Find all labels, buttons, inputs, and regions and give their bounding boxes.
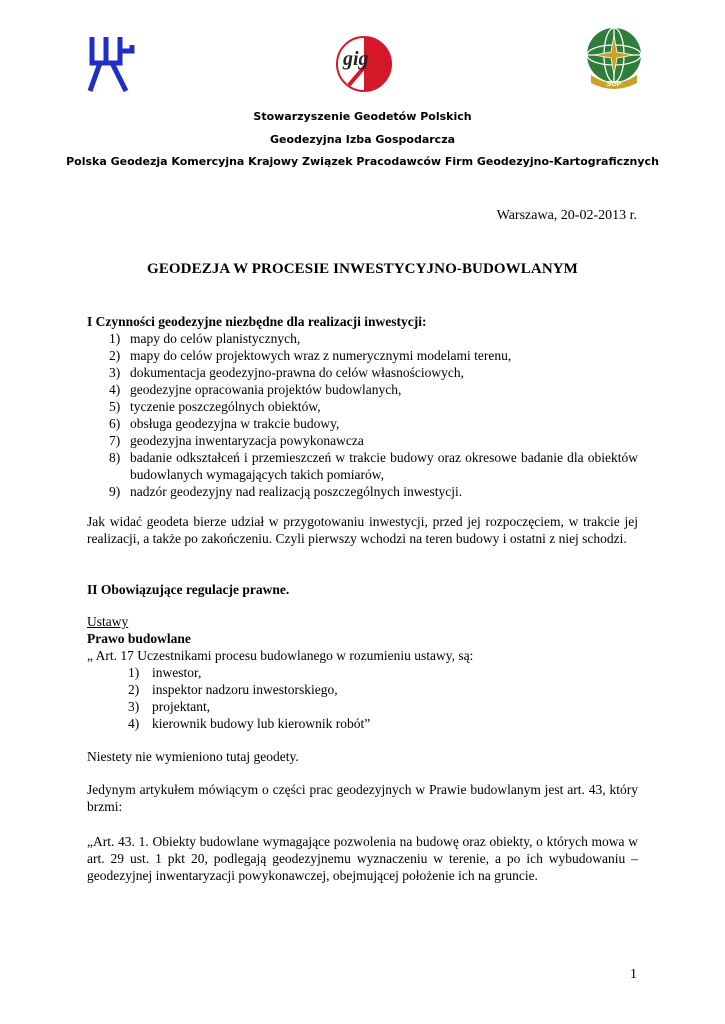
ustawy-label: Ustawy xyxy=(87,614,129,629)
org-name-pgk: Polska Geodezja Komercyjna Krajowy Związek Pracodawców Firm Geodezyjno-Kartograficznych xyxy=(66,155,659,168)
list-item: 1) inwestor, xyxy=(128,665,202,680)
document-date: Warszawa, 20-02-2013 r. xyxy=(496,208,637,223)
gig-logo-text: gig xyxy=(343,48,369,70)
prawo-budowlane-heading: Prawo budowlane xyxy=(87,631,191,646)
section1-list xyxy=(87,330,638,500)
art17-intro: „ Art. 17 Uczestnikami procesu budowlanego w rozumieniu ustawy, są: xyxy=(87,648,474,663)
list-item: 9) nadzór geodezyjny nad realizacją poszczególnych inwestycji. xyxy=(109,484,463,499)
list-item: 6) obsługa geodezyjna w trakcie budowy, xyxy=(109,416,340,431)
globe-logo-icon xyxy=(583,25,645,91)
list-item: 7) geodezyjna inwentaryzacja powykonawcza xyxy=(109,433,364,448)
list-item: 2) mapy do celów projektowych wraz z numerycznymi modelami terenu, xyxy=(109,348,512,363)
list-item: 2) inspektor nadzoru inwestorskiego, xyxy=(128,682,338,697)
org-name-sgp: Stowarzyszenie Geodetów Polskich xyxy=(253,110,472,123)
art17-list xyxy=(87,664,638,732)
org-name-gig: Geodezyjna Izba Gospodarcza xyxy=(269,133,456,146)
sgp-logo-icon xyxy=(86,33,138,95)
paragraph-art43-quote: „Art. 43. 1. Obiekty budowlane wymagające pozwolenia na budowę oraz obiekty, o których mowa w art. 29 ust. 1 pkt 20, podlegają geodezyjnemu wyznaczeniu w terenie, a po ich wybudowaniu – geodezyjnej inwentaryzacji powykonawczej, obejmującej położenie ich na gruncie. xyxy=(87,834,638,883)
list-item: 3) projektant, xyxy=(128,699,211,714)
section2-heading: II Obowiązujące regulacje prawne. xyxy=(87,582,290,597)
paragraph-niestety: Niestety nie wymieniono tutaj geodety. xyxy=(87,749,299,764)
list-item: 3) dokumentacja geodezyjno-prawna do celów własnościowych, xyxy=(109,365,465,380)
list-item: 4) geodezyjne opracowania projektów budowlanych, xyxy=(109,382,402,397)
list-item: 5) tyczenie poszczególnych obiektów, xyxy=(109,399,321,414)
list-item: 1) mapy do celów planistycznych, xyxy=(109,331,301,346)
sgp-globe-text: SGP xyxy=(606,81,622,88)
paragraph-geodeta-role: Jak widać geodeta bierze udział w przygotowaniu inwestycji, przed jej rozpoczęciem, w trakcie jej realizacji, a także po zakończeniu. Czyli pierwszy wchodzi na teren budowy i ostatni z niej schodzi. xyxy=(87,514,638,546)
section1-heading: I Czynności geodezyjne niezbędne dla realizacji inwestycji: xyxy=(87,314,427,329)
paragraph-art43-intro: Jedynym artykułem mówiącym o części prac geodezyjnych w Prawie budowlanym jest art. 43, który brzmi: xyxy=(87,782,638,814)
page-number: 1 xyxy=(630,967,637,982)
list-item: 8) badanie odkształceń i przemieszczeń w trakcie budowy oraz okresowe badanie dla obiektów budowlanych wymagających takich pomiarów, xyxy=(109,450,638,482)
gig-logo-icon xyxy=(335,35,393,93)
document-title: GEODEZJA W PROCESIE INWESTYCYJNO-BUDOWLANYM xyxy=(147,261,578,277)
list-item: 4) kierownik budowy lub kierownik robót” xyxy=(128,716,371,731)
